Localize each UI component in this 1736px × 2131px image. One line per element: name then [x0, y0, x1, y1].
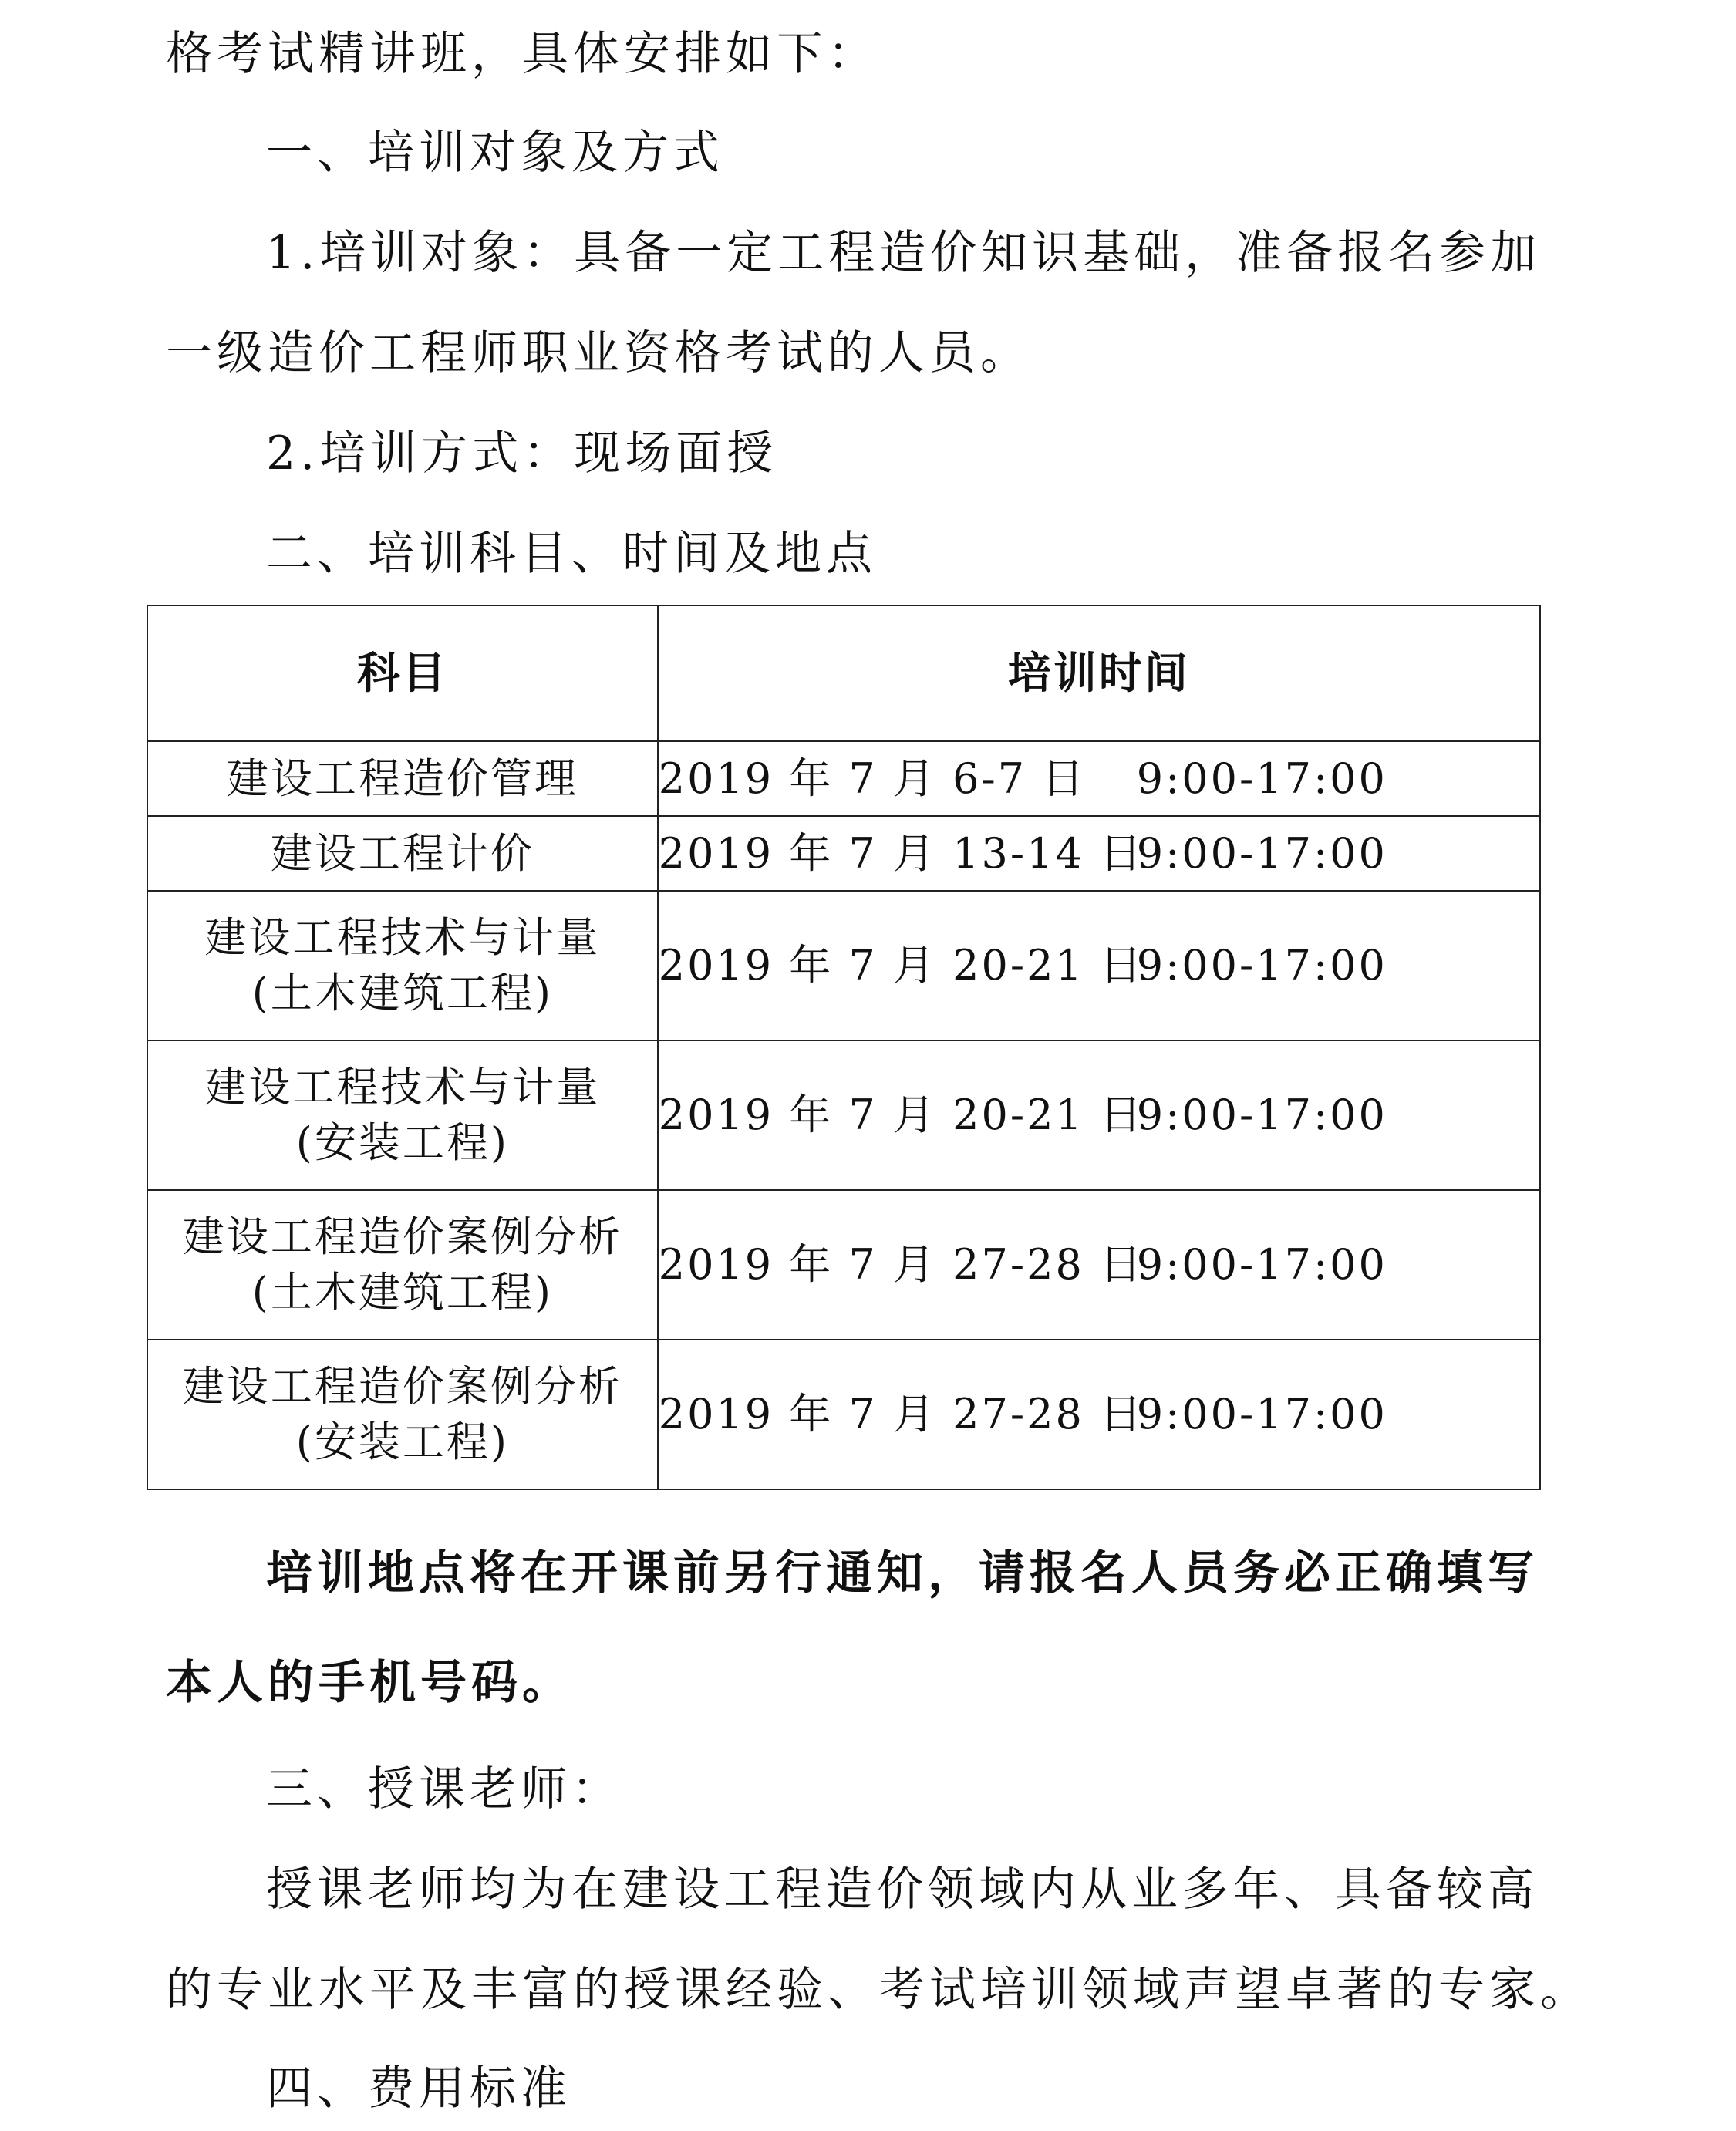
table-row [147, 741, 1540, 816]
subject-line-1: 建设工程造价案例分析 [182, 1362, 622, 1411]
training-method: 2.培训方式：现场面授 [266, 427, 778, 480]
hours-text: 9:00-17:00 [1136, 1240, 1387, 1289]
date-text: 2019 年 7 月 13-14 日 [658, 828, 1144, 878]
section-2-heading: 二、培训科目、时间及地点 [266, 527, 877, 581]
schedule-table [147, 605, 1541, 1490]
training-target-line-1: 1.培训对象：具备一定工程造价知识基础，准备报名参加 [266, 226, 1542, 280]
intro-tail-text: 格考试精讲班，具体安排如下： [166, 27, 878, 81]
subject-line-2: (土木建筑工程) [251, 1268, 553, 1317]
table-row [147, 891, 1540, 1040]
date-text: 2019 年 7 月 27-28 日 [658, 1240, 1144, 1289]
time-cell [658, 1340, 1540, 1489]
section-4-heading: 四、费用标准 [266, 2062, 571, 2116]
table-row [147, 1040, 1540, 1190]
date-text: 2019 年 7 月 20-21 日 [658, 941, 1144, 990]
subject-line-1: 建设工程计价 [270, 828, 534, 878]
subject-cell [147, 741, 658, 816]
table-row [147, 1340, 1540, 1489]
subject-cell [147, 1190, 658, 1340]
subject-cell [147, 1340, 658, 1489]
hours-text: 9:00-17:00 [1136, 1390, 1387, 1438]
subject-line-2: (土木建筑工程) [251, 969, 553, 1017]
hours-text: 9:00-17:00 [1136, 828, 1387, 878]
subject-line-1: 建设工程技术与计量 [204, 1063, 601, 1111]
hours-text: 9:00-17:00 [1136, 941, 1387, 990]
subject-line-2: (安装工程) [295, 1418, 509, 1466]
subject-line-1: 建设工程技术与计量 [204, 913, 601, 962]
notice-line-1: 培训地点将在开课前另行通知，请报名人员务必正确填写 [266, 1546, 1539, 1600]
subject-cell [147, 891, 658, 1040]
time-cell [658, 741, 1540, 816]
time-cell [658, 816, 1540, 891]
time-cell [658, 1190, 1540, 1340]
section-3-heading: 三、授课老师： [266, 1762, 622, 1816]
hours-text: 9:00-17:00 [1136, 1091, 1387, 1139]
table-row [147, 1190, 1540, 1340]
teacher-line-2: 的专业水平及丰富的授课经验、考试培训领域声望卓著的专家。 [166, 1963, 1591, 2017]
table-header-row [147, 605, 1540, 741]
hours-text: 9:00-17:00 [1136, 754, 1387, 803]
subject-cell [147, 816, 658, 891]
date-text: 2019 年 7 月 20-21 日 [658, 1091, 1144, 1139]
table-row [147, 816, 1540, 891]
subject-line-1: 建设工程造价管理 [226, 754, 578, 803]
teacher-line-1: 授课老师均为在建设工程造价领域内从业多年、具备较高 [266, 1863, 1539, 1917]
date-text: 2019 年 7 月 27-28 日 [658, 1390, 1144, 1438]
header-time: 培训时间 [658, 605, 1540, 741]
notice-line-2: 本人的手机号码。 [166, 1656, 573, 1710]
subject-cell [147, 1040, 658, 1190]
header-subject: 科目 [147, 605, 658, 741]
subject-line-2: (安装工程) [295, 1118, 509, 1167]
subject-line-1: 建设工程造价案例分析 [182, 1212, 622, 1261]
training-target-line-2: 一级造价工程师职业资格考试的人员。 [166, 326, 1031, 380]
section-1-heading: 一、培训对象及方式 [266, 126, 724, 180]
date-text: 2019 年 7 月 6-7 日 [658, 754, 1087, 803]
time-cell [658, 891, 1540, 1040]
time-cell [658, 1040, 1540, 1190]
